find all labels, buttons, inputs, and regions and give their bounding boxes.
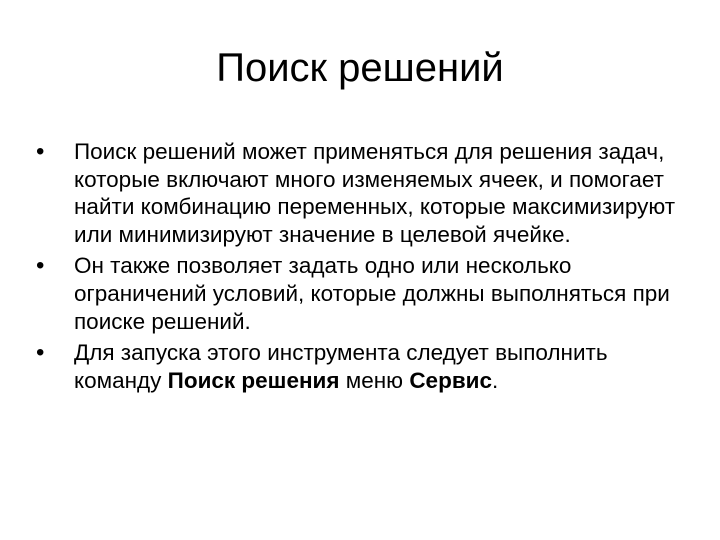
bullet-item-3 [36,339,676,394]
bullet-text-3 [74,340,608,393]
bullet-marker: • [36,339,45,367]
command-name-bold: Поиск решения [167,367,340,393]
menu-name-bold: Сервис [409,367,492,393]
bullet-list [36,138,676,398]
bullet-item-2 [36,252,676,335]
bullet-marker: • [36,252,45,280]
bullet-3-text-before: Для запуска этого инструмента следует выполнить команду [74,340,608,393]
bullet-text-1: Поиск решений может применяться для решения задач, которые включают много изменяемых ячеек, и помогает найти комбинацию переменных, которые максимизируют или минимизируют значение в целевой ячейке. [74,139,676,247]
bullet-marker: • [36,138,45,165]
bullet-3-text-after: . [492,367,499,393]
bullet-text-2: Он также позволяет задать одно или несколько ограничений условий, которые должны выполняться при поиске решений. [74,253,670,334]
bullet-3-text-middle: меню [339,367,410,393]
bullet-item-1 [36,138,676,248]
slide-title: Поиск решений [216,46,504,90]
